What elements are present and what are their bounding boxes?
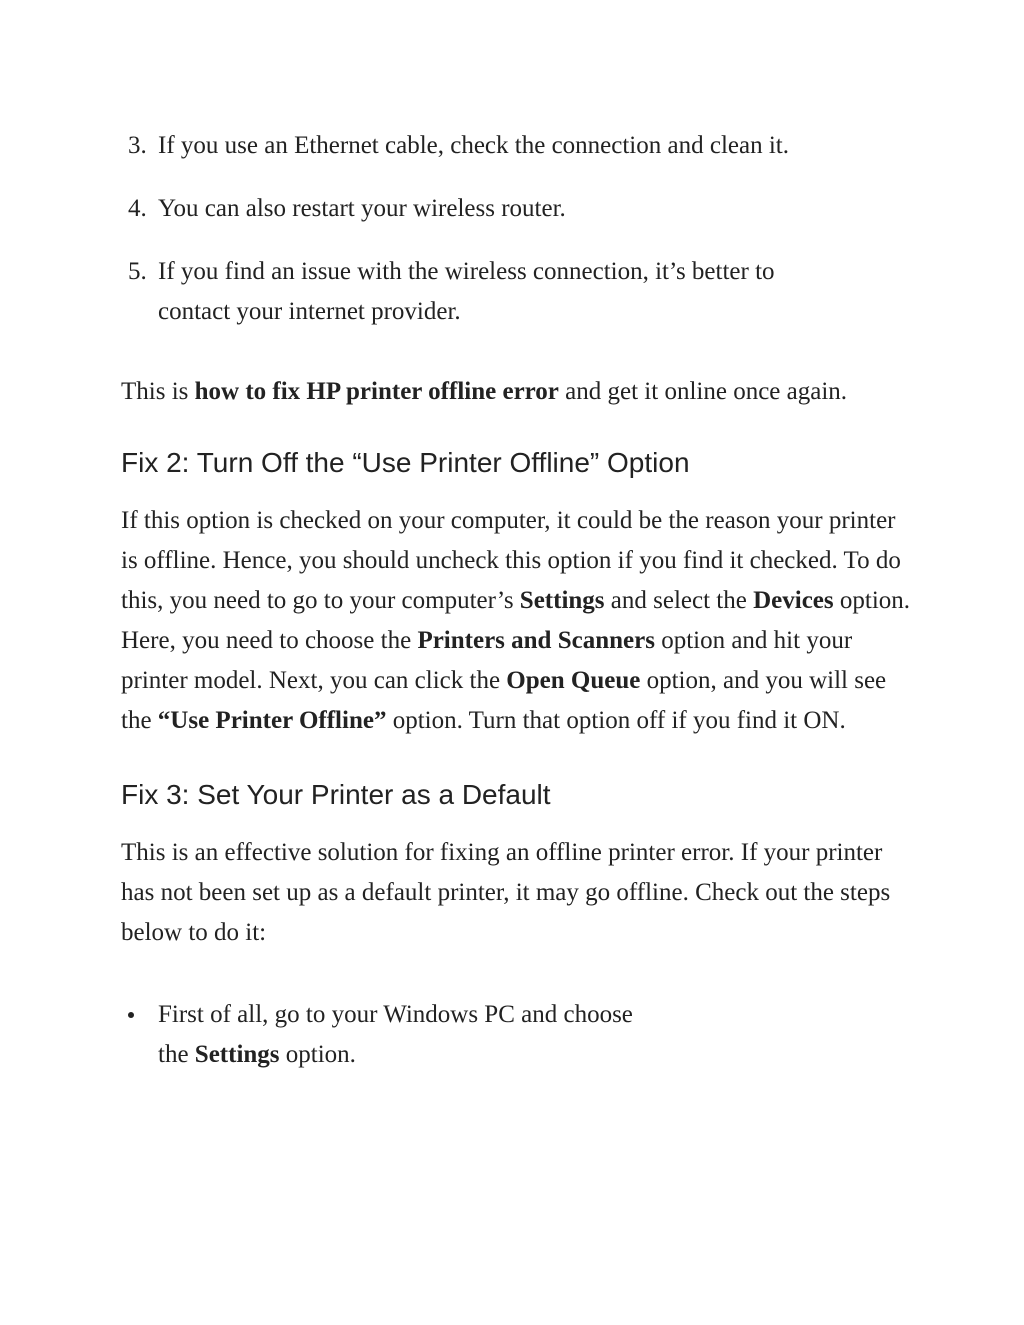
fix2-text: option, and you will see the (121, 667, 887, 734)
step-text-line-1: If you find an issue with the wireless connection, it’s better to (158, 258, 775, 285)
step-text: If you use an Ethernet cable, check the connection and clean it. (158, 132, 789, 159)
settings-bold-text: Settings (194, 1041, 280, 1068)
fix2-text: option and hit your printer model. Next, you can click the (121, 627, 853, 694)
intro-text-end: and get it online once again. (558, 378, 848, 405)
fix2-heading: Fix 2: Turn Off the “Use Printer Offline” Option (121, 447, 690, 478)
fix3-paragraph: This is an effective solution for fixing an offline printer error. If your printer has not been set up as a default printer, it may go offline. Check out the steps below to do it: (121, 839, 891, 946)
bullet-text: the (158, 1041, 195, 1068)
settings-bold-text: Settings (519, 587, 605, 614)
intro-bold-text: how to fix HP printer offline error (194, 378, 559, 405)
use-printer-offline-bold-text: “Use Printer Offline” (157, 707, 387, 734)
intro-paragraph (121, 372, 911, 412)
bullet-text-end: option. (279, 1041, 356, 1068)
step-number: 5. (128, 258, 147, 285)
list-item (121, 995, 911, 1075)
fix2-text: option. Turn that option off if you find it ON. (386, 707, 846, 734)
step-number: 3. (128, 132, 147, 159)
printers-scanners-bold-text: Printers and Scanners (417, 627, 655, 654)
intro-text: This is (121, 378, 195, 405)
step-number: 4. (128, 195, 147, 222)
fix3-heading: Fix 3: Set Your Printer as a Default (121, 779, 551, 810)
list-item (121, 126, 911, 166)
step-text-line-2: contact your internet provider. (158, 298, 461, 325)
step-text: You can also restart your wireless router. (158, 195, 566, 222)
list-item (121, 252, 911, 332)
bullet-steps-list (121, 995, 911, 1075)
document-content (121, 126, 911, 1075)
devices-bold-text: Devices (753, 587, 834, 614)
bullet-text-line-1: First of all, go to your Windows PC and choose (158, 1001, 633, 1028)
bullet-icon (128, 1012, 134, 1018)
list-item (121, 189, 911, 229)
open-queue-bold-text: Open Queue (506, 667, 641, 694)
fix2-text: option. Here, you need to choose the (121, 587, 911, 654)
fix2-text: and select the (604, 587, 754, 614)
fix2-paragraph (121, 501, 911, 741)
fix2-text: If this option is checked on your computer, it could be the reason your printer is offline. Hence, you should uncheck this option if you find it checked. To do this, you need to go to your computer’s (121, 507, 901, 614)
numbered-steps-list (121, 126, 911, 332)
